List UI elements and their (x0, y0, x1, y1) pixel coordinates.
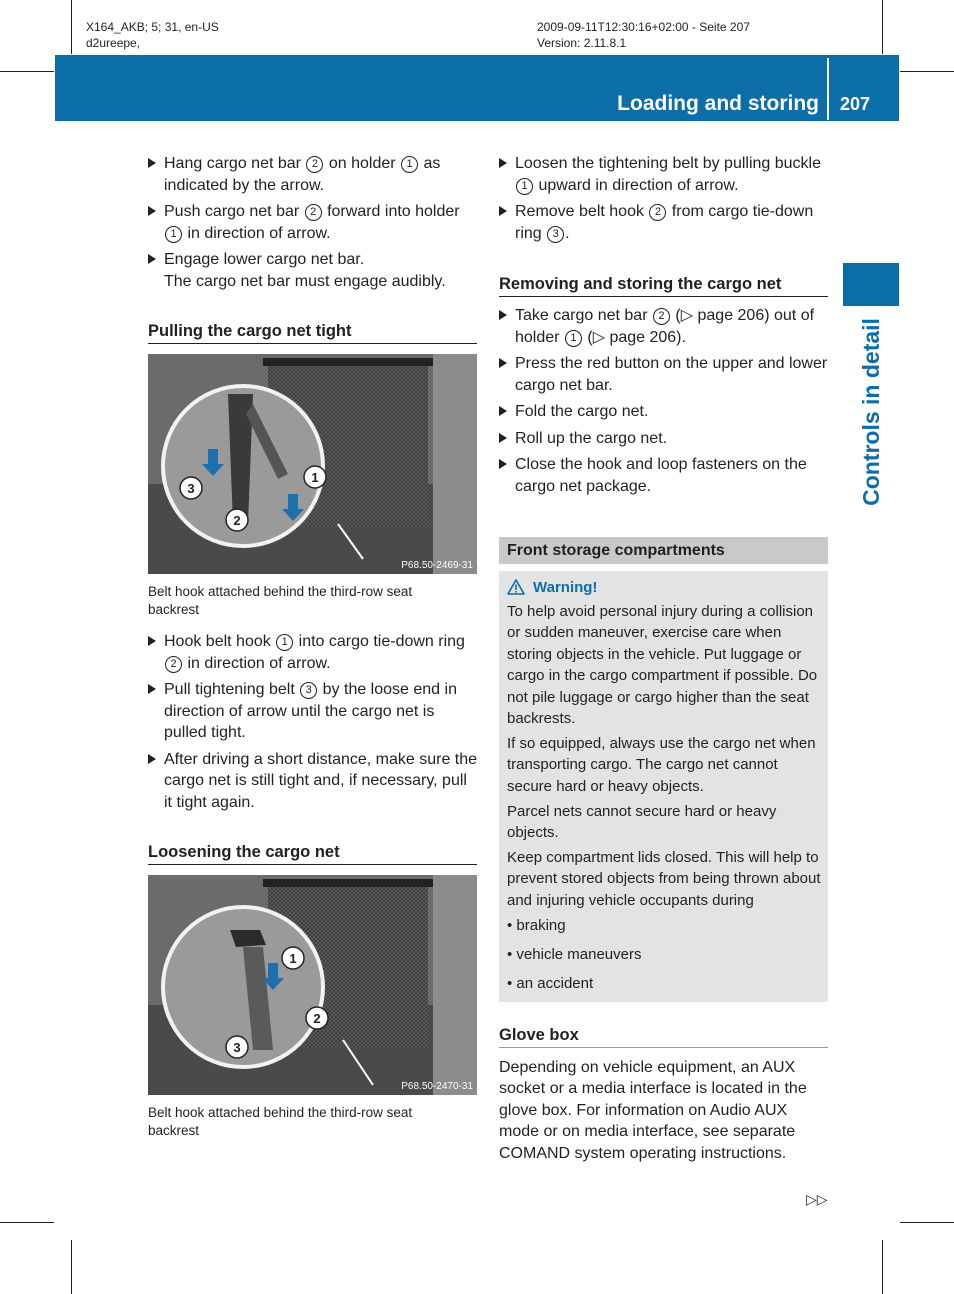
crop-mark (0, 1222, 54, 1223)
crop-mark (0, 71, 54, 72)
step-arrow-icon (148, 254, 156, 264)
crop-mark (900, 71, 954, 72)
step-text: as indicated by the arrow. (164, 155, 441, 194)
step-text: forward into holder (322, 203, 460, 220)
continue-arrows-icon: ▷▷ (806, 1191, 828, 1207)
step-arrow-icon (499, 158, 507, 168)
callout-2-icon: 2 (306, 156, 323, 173)
right-column (499, 153, 829, 249)
instruction-step (148, 153, 478, 196)
step-arrow-icon (148, 684, 156, 694)
step-arrow-icon (499, 406, 507, 416)
step-text: . (565, 224, 570, 242)
photo-caption: Belt hook attached behind the third-row seat backrest (148, 584, 413, 617)
step-text: Roll up the cargo net. (515, 429, 668, 447)
warning-paragraph: Keep compartment lids closed. This will help to prevent stored objects from being thrown about and injuring vehicle occupants during (507, 848, 821, 909)
warning-box (499, 571, 828, 1002)
instruction-step (499, 153, 829, 196)
svg-text:1: 1 (289, 951, 297, 966)
callout-3-icon: 3 (300, 682, 317, 699)
svg-text:3: 3 (187, 481, 195, 496)
photo-loosening (148, 875, 477, 1095)
section-title: Loading and storing (617, 92, 819, 115)
callout-1-icon: 1 (165, 226, 182, 243)
print-meta-left (86, 19, 219, 51)
warning-paragraph: If so equipped, always use the cargo net when transporting cargo. The cargo net cannot secure hard or heavy objects. (507, 734, 816, 795)
photo-code: P68.50-2470-31 (401, 1081, 473, 1092)
warning-bullet: • vehicle maneuvers (507, 945, 642, 963)
step-text: in direction of arrow. (183, 224, 331, 242)
heading-front-storage (499, 537, 828, 564)
instruction-step (148, 631, 478, 674)
meta-line: 2009-09-11T12:30:16+02:00 - Seite 207 (537, 20, 750, 34)
side-tab-label: Controls in detail (858, 318, 884, 506)
warning-content (507, 577, 825, 1001)
page-number: 207 (840, 94, 871, 114)
heading-glove-box: Glove box (499, 1024, 828, 1048)
heading-pulling-tight: Pulling the cargo net tight (148, 320, 477, 344)
crop-mark (71, 0, 72, 54)
step-text: Engage lower cargo net bar. (164, 251, 365, 268)
step-arrow-icon (499, 206, 507, 216)
step-text: After driving a short distance, make sure the cargo net is still tight and, if necessary, pull it tight again. (164, 750, 478, 811)
step-text: (▷ page 206). (582, 328, 686, 346)
warning-bullet: • braking (507, 916, 566, 934)
step-text: upward in direction of arrow. (534, 176, 739, 194)
right-column-steps-2 (499, 305, 829, 502)
header-divider (827, 58, 829, 120)
svg-text:2: 2 (313, 1011, 321, 1026)
warning-title-text: Warning! (533, 579, 598, 596)
step-text: Hang cargo net bar (164, 155, 306, 172)
step-text: Remove belt hook (515, 203, 649, 220)
instruction-step (148, 679, 478, 744)
step-arrow-icon (148, 158, 156, 168)
crop-mark (71, 1240, 72, 1294)
step-text: in direction of arrow. (183, 654, 331, 672)
step-result: The cargo net bar must engage audibly. (164, 272, 446, 290)
callout-2-icon: 2 (165, 656, 182, 673)
callout-2-icon: 2 (305, 204, 322, 221)
step-arrow-icon (148, 636, 156, 646)
bullet-text: an accident (516, 974, 594, 992)
crop-mark (882, 0, 883, 54)
cargo-photo-illustration (148, 875, 477, 1095)
callout-1-icon: 1 (516, 178, 533, 195)
callout-2-icon: 2 (649, 204, 666, 221)
photo-caption: Belt hook attached behind the third-row seat backrest (148, 1105, 413, 1138)
left-column (148, 153, 478, 297)
callout-1-icon: 1 (401, 156, 418, 173)
instruction-step (148, 249, 478, 292)
step-text: Press the red button on the upper and lower cargo net bar. (515, 355, 828, 394)
instruction-step (499, 305, 829, 348)
warning-bullet: • an accident (507, 974, 594, 992)
callout-3-icon: 3 (547, 226, 564, 243)
instruction-step (148, 749, 478, 814)
cargo-photo-illustration (148, 354, 477, 574)
step-arrow-icon (148, 754, 156, 764)
photo-pulling-tight (148, 354, 477, 574)
warning-title (507, 577, 825, 598)
step-arrow-icon (148, 206, 156, 216)
warning-triangle-icon (507, 579, 525, 595)
heading-removing-storing: Removing and storing the cargo net (499, 273, 828, 297)
meta-line: X164_AKB; 5; 31, en-US (86, 20, 219, 34)
svg-text:2: 2 (233, 513, 241, 528)
photo-code: P68.50-2469-31 (401, 560, 473, 571)
step-text: Hook belt hook (164, 633, 276, 650)
step-text: Take cargo net bar (515, 307, 652, 324)
left-column-steps-2 (148, 631, 478, 818)
meta-line: d2ureepe, (86, 36, 141, 50)
instruction-step (499, 201, 829, 244)
crop-mark (882, 1240, 883, 1294)
instruction-step (148, 201, 478, 244)
callout-1-icon: 1 (565, 330, 582, 347)
bullet-text: vehicle maneuvers (516, 945, 642, 963)
glove-box-text: Depending on vehicle equipment, an AUX socket or a media interface is located in the glove box. For information on Audio AUX mode or on media interface, see separate COMAND system operating instructions. (499, 1059, 807, 1162)
warning-paragraph: To help avoid personal injury during a collision or sudden maneuver, exercise care when storing objects in the vehicle. Put luggage or cargo in the cargo compartment if possible. Do not pile luggage or cargo higher than the seat backrests. (507, 603, 818, 728)
step-text: from cargo tie-down ring (515, 203, 814, 242)
callout-2-icon: 2 (653, 308, 670, 325)
crop-mark (900, 1222, 954, 1223)
step-text: Close the hook and loop fasteners on the cargo net package. (515, 456, 807, 495)
step-text: on holder (324, 155, 401, 172)
bullet-text: braking (516, 916, 566, 934)
step-text: Loosen the tightening belt by pulling buckle (515, 155, 821, 172)
instruction-step (499, 454, 829, 497)
step-arrow-icon (499, 310, 507, 320)
instruction-step (499, 401, 829, 423)
meta-line: Version: 2.11.8.1 (537, 36, 627, 50)
callout-1-icon: 1 (276, 634, 293, 651)
heading-loosening: Loosening the cargo net (148, 841, 477, 865)
step-text: by the loose end in direction of arrow until the cargo net is pulled tight. (164, 681, 457, 741)
step-text: Push cargo net bar (164, 203, 304, 220)
step-text: Pull tightening belt (164, 681, 300, 698)
svg-text:3: 3 (233, 1040, 241, 1055)
step-text: (▷ page 206) out of holder (515, 307, 815, 346)
instruction-step (499, 428, 829, 450)
step-text: into cargo tie-down ring (294, 633, 465, 650)
step-arrow-icon (499, 358, 507, 368)
step-arrow-icon (499, 433, 507, 443)
print-meta-right (537, 19, 750, 51)
step-arrow-icon (499, 459, 507, 469)
step-text: Fold the cargo net. (515, 403, 649, 420)
svg-text:1: 1 (311, 470, 319, 485)
instruction-step (499, 353, 829, 396)
warning-paragraph: Parcel nets cannot secure hard or heavy objects. (507, 802, 777, 842)
heading-front-storage-label: Front storage compartments (507, 542, 725, 559)
